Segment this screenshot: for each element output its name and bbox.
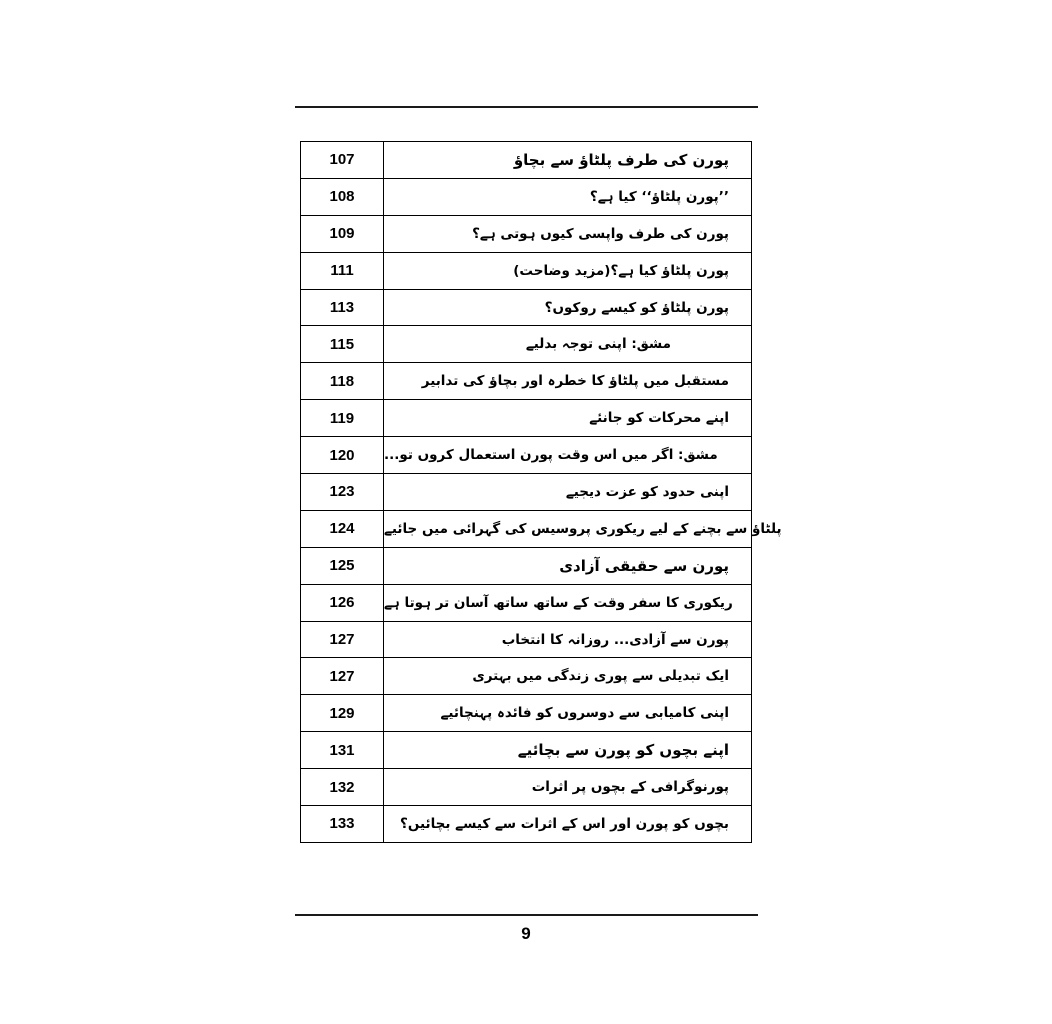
toc-row[interactable]	[301, 326, 751, 363]
toc-title: مشق: اگر میں اس وقت پورن استعمال کروں تو...	[384, 447, 718, 464]
toc-row[interactable]	[301, 363, 751, 400]
toc-row[interactable]	[301, 142, 751, 179]
toc-row[interactable]	[301, 806, 751, 842]
toc-page-number: 127	[301, 658, 384, 694]
page-number: 9	[521, 924, 531, 943]
toc-title: اپنی کامیابی سے دوسروں کو فائدہ پہنچائیے	[440, 705, 729, 722]
toc-title: پورن کی طرف پلٹاؤ سے بچاؤ	[513, 150, 729, 169]
toc-page-number: 111	[301, 253, 384, 289]
toc-row[interactable]	[301, 622, 751, 659]
toc-page-number: 125	[301, 548, 384, 584]
toc-title: ریکوری کا سفر وقت کے ساتھ ساتھ آسان تر ہوتا ہے	[384, 594, 733, 611]
toc-page-number: 133	[301, 806, 384, 842]
toc-page-number: 127	[301, 622, 384, 658]
toc-row[interactable]	[301, 511, 782, 548]
toc-page-number: 123	[301, 474, 384, 510]
toc-title: پورن پلٹاؤ کیا ہے؟(مزید وضاحت)	[513, 262, 729, 279]
toc-row[interactable]	[301, 585, 751, 622]
toc-page-number: 118	[301, 363, 384, 399]
toc-title: مستقبل میں پلٹاؤ کا خطرہ اور بچاؤ کی تدابیر	[421, 373, 729, 390]
header-rule	[295, 106, 758, 108]
toc-title: پلٹاؤ سے بچنے کے لیے ریکوری پروسیس کی گہرائی میں جائیے	[384, 520, 782, 537]
toc-row[interactable]	[301, 400, 751, 437]
toc-row[interactable]	[301, 695, 751, 732]
toc-page-number: 109	[301, 216, 384, 252]
table-of-contents	[300, 141, 782, 843]
toc-page-number: 120	[301, 437, 384, 473]
toc-row[interactable]	[301, 732, 751, 769]
toc-title: مشق: اپنی توجہ بدلیے	[525, 336, 671, 353]
toc-page-number: 132	[301, 769, 384, 805]
toc-row[interactable]	[301, 179, 751, 216]
toc-page-number: 108	[301, 179, 384, 215]
footer-rule	[295, 914, 758, 916]
toc-row[interactable]	[301, 253, 751, 290]
toc-title: پورن سے حقیقی آزادی	[559, 556, 729, 575]
toc-page-number: 126	[301, 585, 384, 621]
toc-title: ایک تبدیلی سے پوری زندگی میں بہتری	[472, 668, 729, 685]
toc-title: اپنے بچوں کو پورن سے بچائیے	[517, 741, 729, 760]
toc-title: اپنی حدود کو عزت دیجیے	[565, 483, 729, 500]
toc-row[interactable]	[301, 658, 751, 695]
toc-page-number: 113	[301, 290, 384, 326]
toc-title: اپنے محرکات کو جانئے	[589, 410, 729, 427]
toc-title: پورن پلٹاؤ کو کیسے روکوں؟	[544, 299, 729, 316]
toc-title: پورن سے آزادی... روزانہ کا انتخاب	[501, 631, 729, 648]
toc-title: ’’پورن پلٹاؤ‘‘ کیا ہے؟	[589, 188, 729, 205]
toc-title: بچوں کو پورن اور اس کے اثرات سے کیسے بچائیں؟	[400, 815, 729, 832]
toc-row[interactable]	[301, 474, 751, 511]
toc-row[interactable]	[301, 548, 751, 585]
toc-page-number: 129	[301, 695, 384, 731]
toc-title: پورن کی طرف واپسی کیوں ہوتی ہے؟	[472, 225, 729, 242]
toc-page-number: 107	[301, 142, 384, 178]
toc-row[interactable]	[301, 216, 751, 253]
toc-page-number: 124	[301, 511, 384, 547]
toc-row[interactable]	[301, 290, 751, 327]
toc-title: پورنوگرافی کے بچوں پر اثرات	[531, 779, 729, 796]
toc-page-number: 115	[301, 326, 384, 362]
toc-page-number: 119	[301, 400, 384, 436]
toc-page-number: 131	[301, 732, 384, 768]
toc-row[interactable]	[301, 769, 751, 806]
toc-row[interactable]	[301, 437, 751, 474]
